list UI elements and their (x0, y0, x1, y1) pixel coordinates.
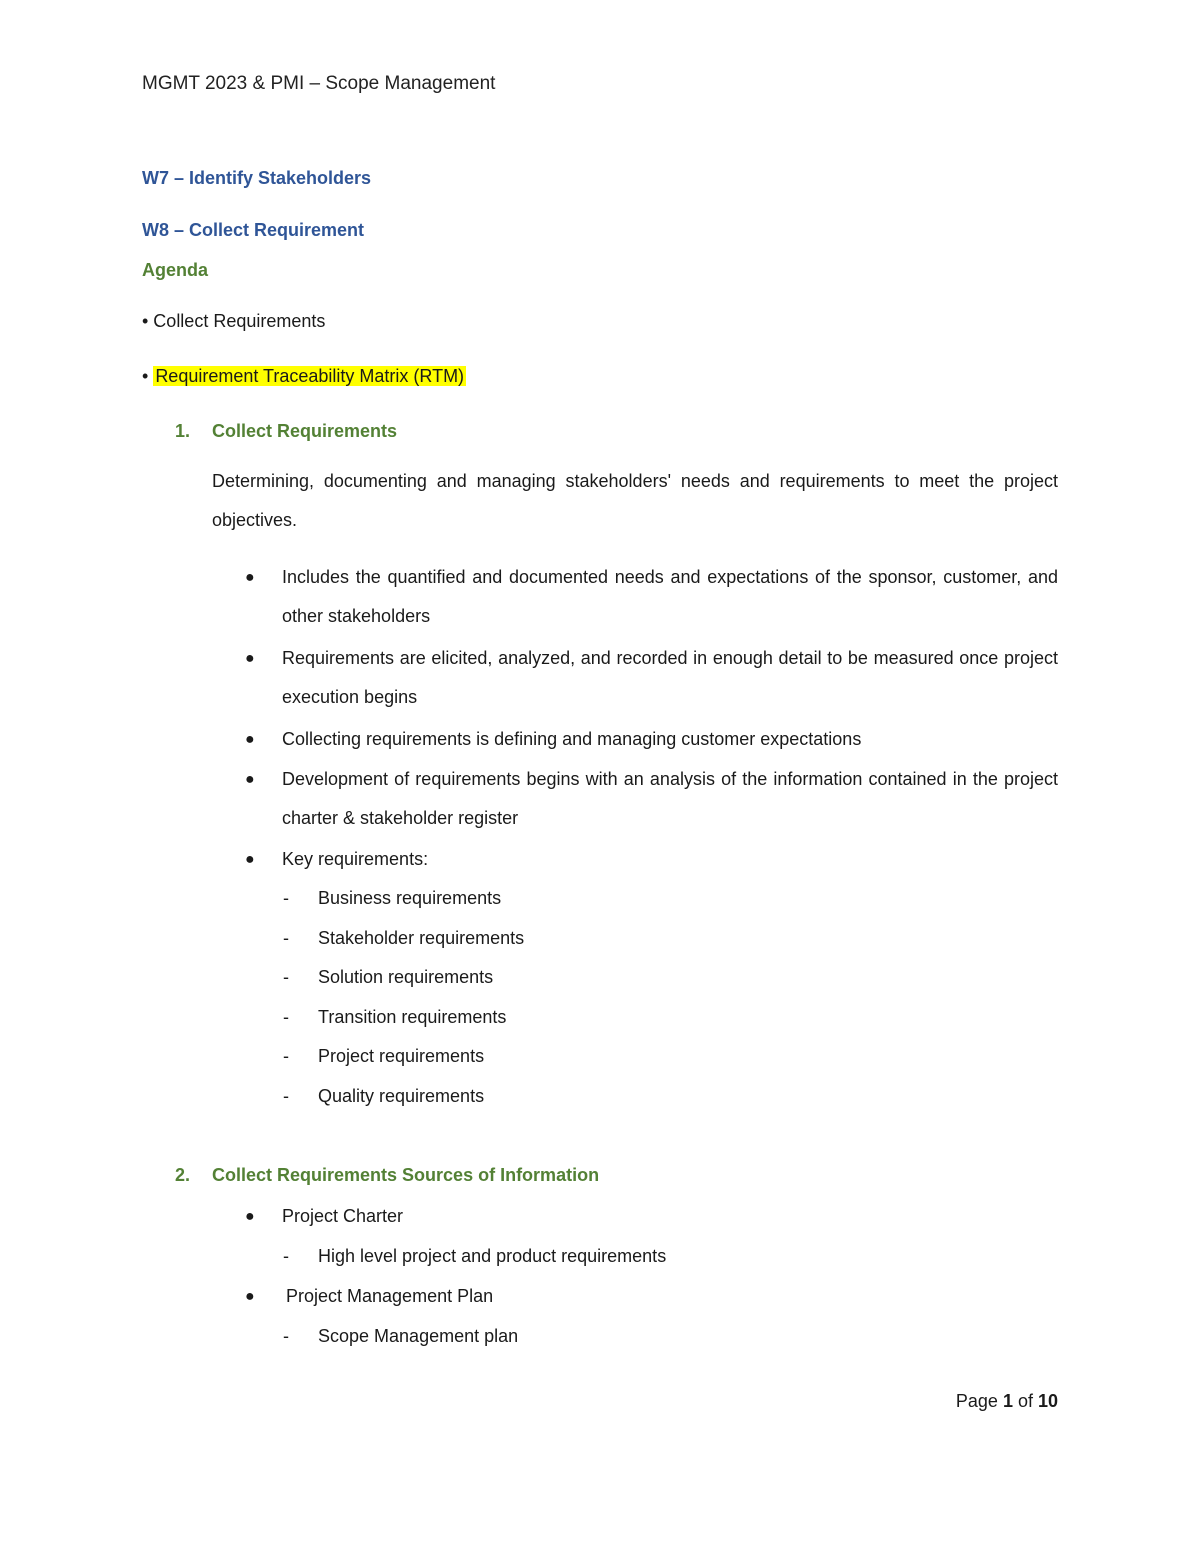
of-word: of (1012, 1391, 1038, 1411)
section-number: 2. (175, 1165, 191, 1185)
list-item: Project Management Plan (286, 1286, 494, 1306)
bullet-icon: ● (245, 851, 255, 868)
list-item: Includes the quantified and documented needs and expectations of the sponsor, customer, and other stakeholders (282, 567, 1058, 626)
sub-list-item: Solution requirements (318, 967, 494, 987)
page-word: Page (955, 1391, 1003, 1411)
list-item: Collecting requirements is defining and managing customer expectations (282, 729, 862, 749)
bullet-icon: ● (245, 1208, 255, 1225)
dash-icon: - (283, 1046, 289, 1066)
section-number: 1. (175, 421, 191, 441)
agenda-item-rtm (142, 364, 466, 388)
section-title: Collect Requirements Sources of Information (212, 1165, 600, 1185)
heading-w8: W8 – Collect Requirement (142, 220, 365, 240)
list-item: Key requirements: (282, 849, 429, 869)
bullet-icon: ● (245, 1288, 255, 1305)
sub-list-item: Project requirements (318, 1046, 485, 1066)
page-total: 10 (1037, 1391, 1058, 1411)
sub-list-item: Business requirements (318, 888, 502, 908)
agenda-item-collect-requirements: • Collect Requirements (142, 311, 326, 331)
agenda-bullet: • (142, 366, 154, 386)
sub-list-item: Quality requirements (318, 1086, 485, 1106)
heading-w7: W7 – Identify Stakeholders (142, 168, 372, 188)
bullet-icon: ● (245, 650, 255, 667)
page-header: MGMT 2023 & PMI – Scope Management (142, 73, 496, 94)
list-item: Requirements are elicited, analyzed, and recorded in enough detail to be measured once project execution begins (282, 648, 1058, 707)
highlighted-text: Requirement Traceability Matrix (RTM) (155, 366, 465, 386)
dash-icon: - (283, 1326, 289, 1346)
dash-icon: - (283, 1086, 289, 1106)
page-number: 1 (1002, 1391, 1013, 1411)
dash-icon: - (283, 1007, 289, 1027)
dash-icon: - (283, 928, 289, 948)
bullet-icon: ● (245, 771, 255, 788)
page-footer (956, 1389, 1058, 1413)
sub-list-item: Stakeholder requirements (318, 928, 525, 948)
dash-icon: - (283, 888, 289, 908)
sub-list-item: Scope Management plan (318, 1326, 519, 1346)
sub-list-item: High level project and product requirements (318, 1246, 667, 1266)
heading-agenda: Agenda (142, 260, 209, 280)
section-intro: Determining, documenting and managing stakeholders' needs and requirements to meet the project objectives. (212, 471, 1058, 530)
bullet-icon: ● (245, 569, 255, 586)
list-item: Development of requirements begins with an analysis of the information contained in the project charter & stakeholder register (282, 769, 1058, 828)
dash-icon: - (283, 1246, 289, 1266)
section-title: Collect Requirements (212, 421, 398, 441)
dash-icon: - (283, 967, 289, 987)
list-item: Project Charter (282, 1206, 404, 1226)
sub-list-item: Transition requirements (318, 1007, 507, 1027)
bullet-icon: ● (245, 731, 255, 748)
